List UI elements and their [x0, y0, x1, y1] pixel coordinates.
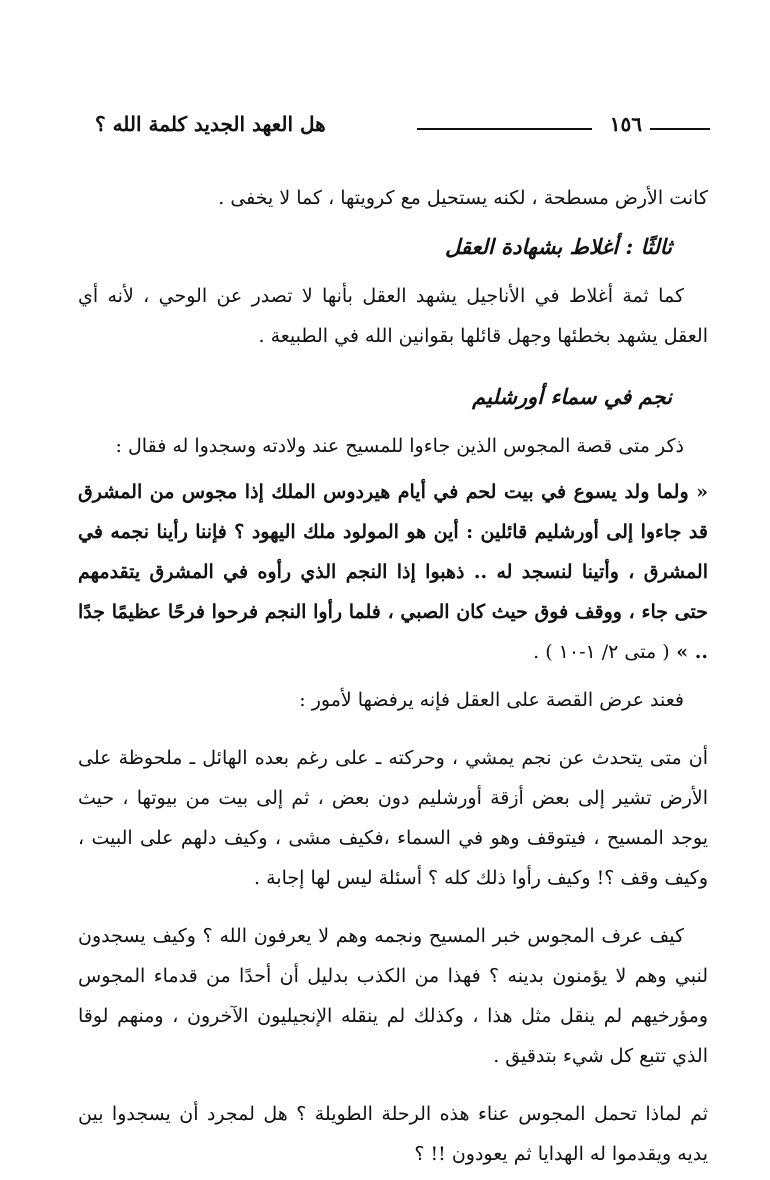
page-number: ١٥٦	[609, 112, 642, 136]
section-heading-reason-errors: ثالثًا : أغلاط بشهادة العقل	[444, 234, 672, 259]
header-rule-middle	[417, 128, 592, 130]
quote-reference: ( متى ٢/ ١-١٠ ) .	[533, 641, 670, 663]
paragraph-magi-knowledge: كيف عرف المجوس خبر المسيح ونجمه وهم لا يعرفون الله ؟ وكيف يسجدون لنبي وهم لا يؤمنون بدينه ؟ فهذا من الكذب بدليل أن أحدًا من قدماء المجوس ومؤرخيهم لم ينقل مثل هذا ، وكذلك لم ينقله الإنجيليون الآخرون ، ومنهم لوقا الذي تتبع كل شيء بتدقيق .	[78, 925, 708, 1067]
page-header	[95, 108, 710, 148]
scripture-quote	[78, 472, 708, 672]
page-body	[78, 178, 708, 1180]
running-title: هل العهد الجديد كلمة الله ؟	[95, 112, 326, 136]
paragraph-long-journey: ثم لماذا تحمل المجوس عناء هذه الرحلة الطويلة ؟ هل لمجرد أن يسجدوا بين يديه ويقدموا له الهدايا ثم يعودون !! ؟	[78, 1103, 708, 1165]
quote-text: « ولما ولد يسوع في بيت لحم في أيام هيردوس الملك إذا مجوس من المشرق قد جاءوا إلى أورشليم قائلين : أين هو المولود ملك اليهود ؟ فإننا رأينا نجمه في المشرق ، وأتينا لنسجد له .. ذهبوا إذا النجم الذي رأوه في المشرق يتقدمهم حتى جاء ، ووقف فوق حيث كان الصبي ، فلما رأوا النجم فرحوا فرحًا عظيمًا جدًا .. »	[78, 481, 708, 663]
paragraph-reason-rejection: فعند عرض القصة على العقل فإنه يرفضها لأمور :	[299, 689, 684, 711]
paragraph-walking-star: أن متى يتحدث عن نجم يمشي ، وحركته ـ على رغم بعده الهائل ـ ملحوظة على الأرض تشير إلى بعض أزقة أورشليم دون بعض ، ثم إلى بيت من بيوتها ، حيث يوجد المسيح ، فيتوقف وهو في السماء ،فكيف مشى ، وكيف دلهم على البيت ، وكيف وقف ؟! وكيف رأوا ذلك كله ؟ أسئلة ليس لها إجابة .	[78, 747, 708, 889]
section-heading-star: نجم في سماء أورشليم	[472, 384, 672, 409]
header-rule-right	[650, 128, 710, 130]
paragraph-reason-errors: كما ثمة أغلاط في الأناجيل يشهد العقل بأنها لا تصدر عن الوحي ، لأنه أي العقل يشهد بخطئها وجهل قائلها بقوانين الله في الطبيعة .	[78, 285, 708, 347]
paragraph-matthew-story: ذكر متى قصة المجوس الذين جاءوا للمسيح عند ولادته وسجدوا له فقال :	[115, 435, 684, 457]
paragraph-intro: كانت الأرض مسطحة ، لكنه يستحيل مع كرويتها ، كما لا يخفى .	[218, 187, 708, 209]
